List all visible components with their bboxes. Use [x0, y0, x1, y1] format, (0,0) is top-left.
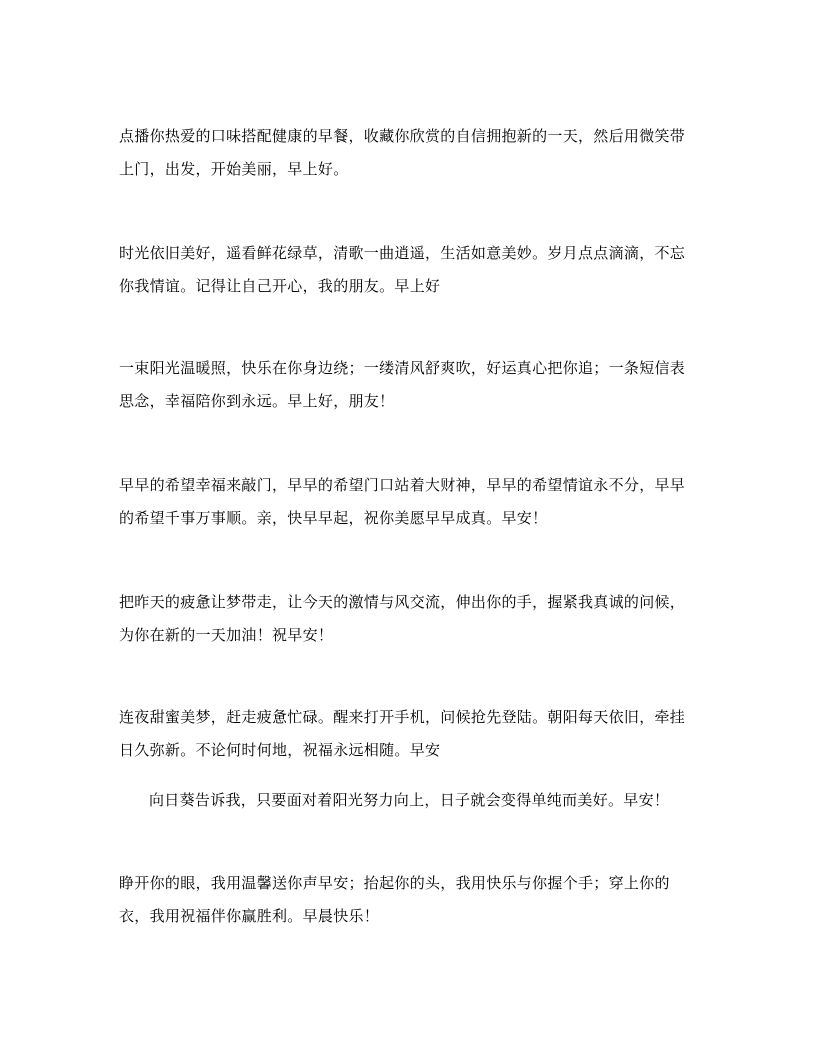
- paragraph: 睁开你的眼，我用温馨送你声早安；抬起你的头，我用快乐与你握个手；穿上你的衣，我用祝福伴你赢胜利。早晨快乐！: [119, 874, 670, 925]
- paragraph: 把昨天的疲惫让梦带走，让今天的激情与风交流，伸出你的手，握紧我真诚的问候，为你在新的一天加油！祝早安！: [119, 593, 686, 644]
- paragraph: 连夜甜蜜美梦，赶走疲惫忙碌。醒来打开手机，问候抢先登陆。朝阳每天依旧，牵挂日久弥新。不论何时何地，祝福永远相随。早安: [119, 708, 686, 759]
- indented-paragraph: 向日葵告诉我，只要面对着阳光努力向上，日子就会变得单纯而美好。早安！: [149, 791, 670, 809]
- paragraph: 早早的希望幸福来敲门，早早的希望门口站着大财神，早早的希望情谊永不分，早早的希望千事万事顺。亲，快早早起，祝你美愿早早成真。早安！: [119, 476, 686, 527]
- paragraph: 点播你热爱的口味搭配健康的早餐，收藏你欣赏的自信拥抱新的一天，然后用微笑带上门，出发，开始美丽，早上好。: [119, 127, 686, 178]
- paragraph: 时光依旧美好，遥看鲜花绿草，清歌一曲逍遥，生活如意美妙。岁月点点滴滴，不忘你我情谊。记得让自己开心，我的朋友。早上好: [119, 244, 686, 295]
- paragraph: 一束阳光温暖照，快乐在你身边绕；一缕清风舒爽吹，好运真心把你追；一条短信表思念，幸福陪你到永远。早上好，朋友！: [119, 359, 686, 410]
